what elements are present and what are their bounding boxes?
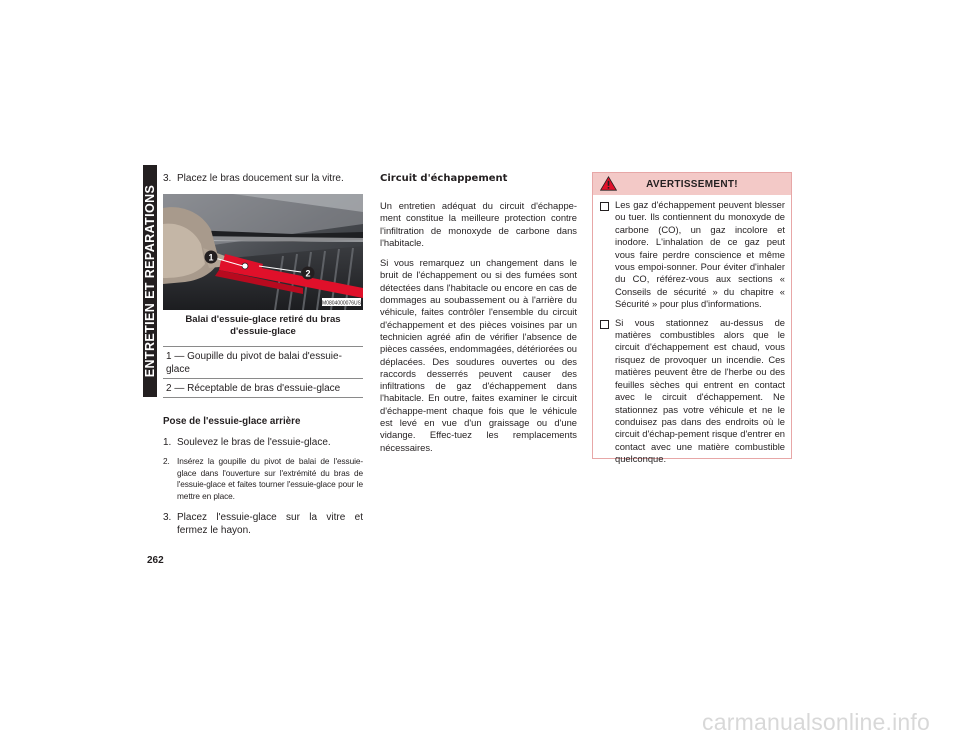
left-column	[163, 172, 363, 537]
step-text: Soulevez le bras de l'essuie-glace.	[177, 437, 331, 448]
callout-2-label: 2	[305, 268, 311, 279]
paragraph: Un entretien adéquat du circuit d'échappe-ment constitue la meilleure protection contre l'infiltration de monoxyde de carbone dans l'habitacle.	[380, 200, 577, 248]
step-text: Placez l'essuie-glace sur la vitre et fermez le hayon.	[177, 512, 363, 536]
warning-item-text: Si vous stationnez au-dessus de matières combustibles alors que le circuit d'échappement est chaud, vous risquez de provoquer un incendie. Ces matières peuvent être de l'herbe ou des feuilles sèches qui entrent en contact avec le circuit d'échappement. Ne stationnez pas votre véhicule et ne le conduisez pas dans des endroits où le circuit d'échap-pement risque d'entrer en contact avec une matière combustible quelconque.	[615, 316, 785, 465]
exhaust-heading: Circuit d'échappement	[380, 173, 508, 184]
watermark-logo: carmanualsonline.info	[702, 709, 930, 735]
figure-caption: Balai d'essuie-glace retiré du bras d'essuie-glace	[185, 314, 341, 337]
step-3-place-arm	[163, 172, 363, 185]
wiper-illustration	[163, 194, 363, 310]
legend-item: 1 — Goupille du pivot de balai d'essuie-glace	[163, 347, 363, 379]
callout-1-label: 1	[208, 252, 214, 263]
step-text: Insérez la goupille du pivot de balai de l'essuie-glace dans l'ouverture sur l'extrémité du bras de l'essuie-glace et faites tourner l'essuie-glace pour le mettre en place.	[177, 456, 363, 501]
warning-triangle-icon	[600, 176, 617, 191]
warning-header	[593, 173, 791, 195]
step-number: 2.	[163, 456, 170, 466]
warning-item	[599, 199, 785, 311]
step-number: 3.	[163, 512, 172, 523]
middle-column	[380, 172, 577, 462]
step-number: 3.	[163, 173, 172, 184]
section-sidebar-tab	[143, 165, 157, 397]
warning-item	[599, 317, 785, 466]
checkbox-bullet-icon	[600, 320, 609, 329]
checkbox-bullet-icon	[600, 202, 609, 211]
warning-body	[593, 195, 791, 466]
section-title: ENTRETIEN ET REPARATIONS	[143, 184, 158, 378]
rear-step-2	[163, 456, 363, 502]
legend-item: 2 — Réceptable de bras d'essuie-glace	[163, 379, 363, 398]
rear-step-3	[163, 511, 363, 537]
step-number: 1.	[163, 437, 172, 448]
rear-wiper-heading: Pose de l'essuie-glace arrière	[163, 416, 301, 427]
warning-box	[592, 172, 792, 465]
rear-step-1	[163, 436, 363, 449]
figure-legend	[163, 346, 363, 398]
warning-item-text: Les gaz d'échappement peuvent blesser ou tuer. Ils contiennent du monoxyde de carbone (CO), un gaz incolore et inodore. L'inhalation de ce gaz peut vous faire perdre conscience et même vous empoi-sonner. Pour éviter d'inhaler du CO, référez-vous aux sections « Conseils de sécurité » du chapitre « Sécurité » pour plus d'informations.	[615, 199, 785, 310]
warning-title: AVERTISSEMENT!	[646, 178, 738, 190]
wiper-photo	[163, 194, 363, 310]
page-number: 262	[147, 555, 164, 566]
paragraph: Si vous remarquez un changement dans le bruit de l'échappement ou si des fumées sont détectées dans l'habitacle ou encore en cas de dommages au soubassement ou à l'arrière du véhicule, faites contrôler l'ensemble du circuit d'échappement et des pièces voisines par un technicien agréé afin de vérifier l'absence de pièces cassées, endommagées, détériorées ou déplacées. Des soudures ouvertes ou des raccords desserrés peuvent causer des infiltrations de gaz d'échappement dans l'habitacle. En outre, faites examiner le circuit d'échappe-ment chaque fois que le véhicule est levé en vue d'un graissage ou d'une vidange. Effec-tuez les remplacements nécessaires.	[380, 257, 577, 453]
step-text: Placez le bras doucement sur la vitre.	[177, 173, 344, 184]
figure-code: M0804000076US	[322, 300, 361, 307]
